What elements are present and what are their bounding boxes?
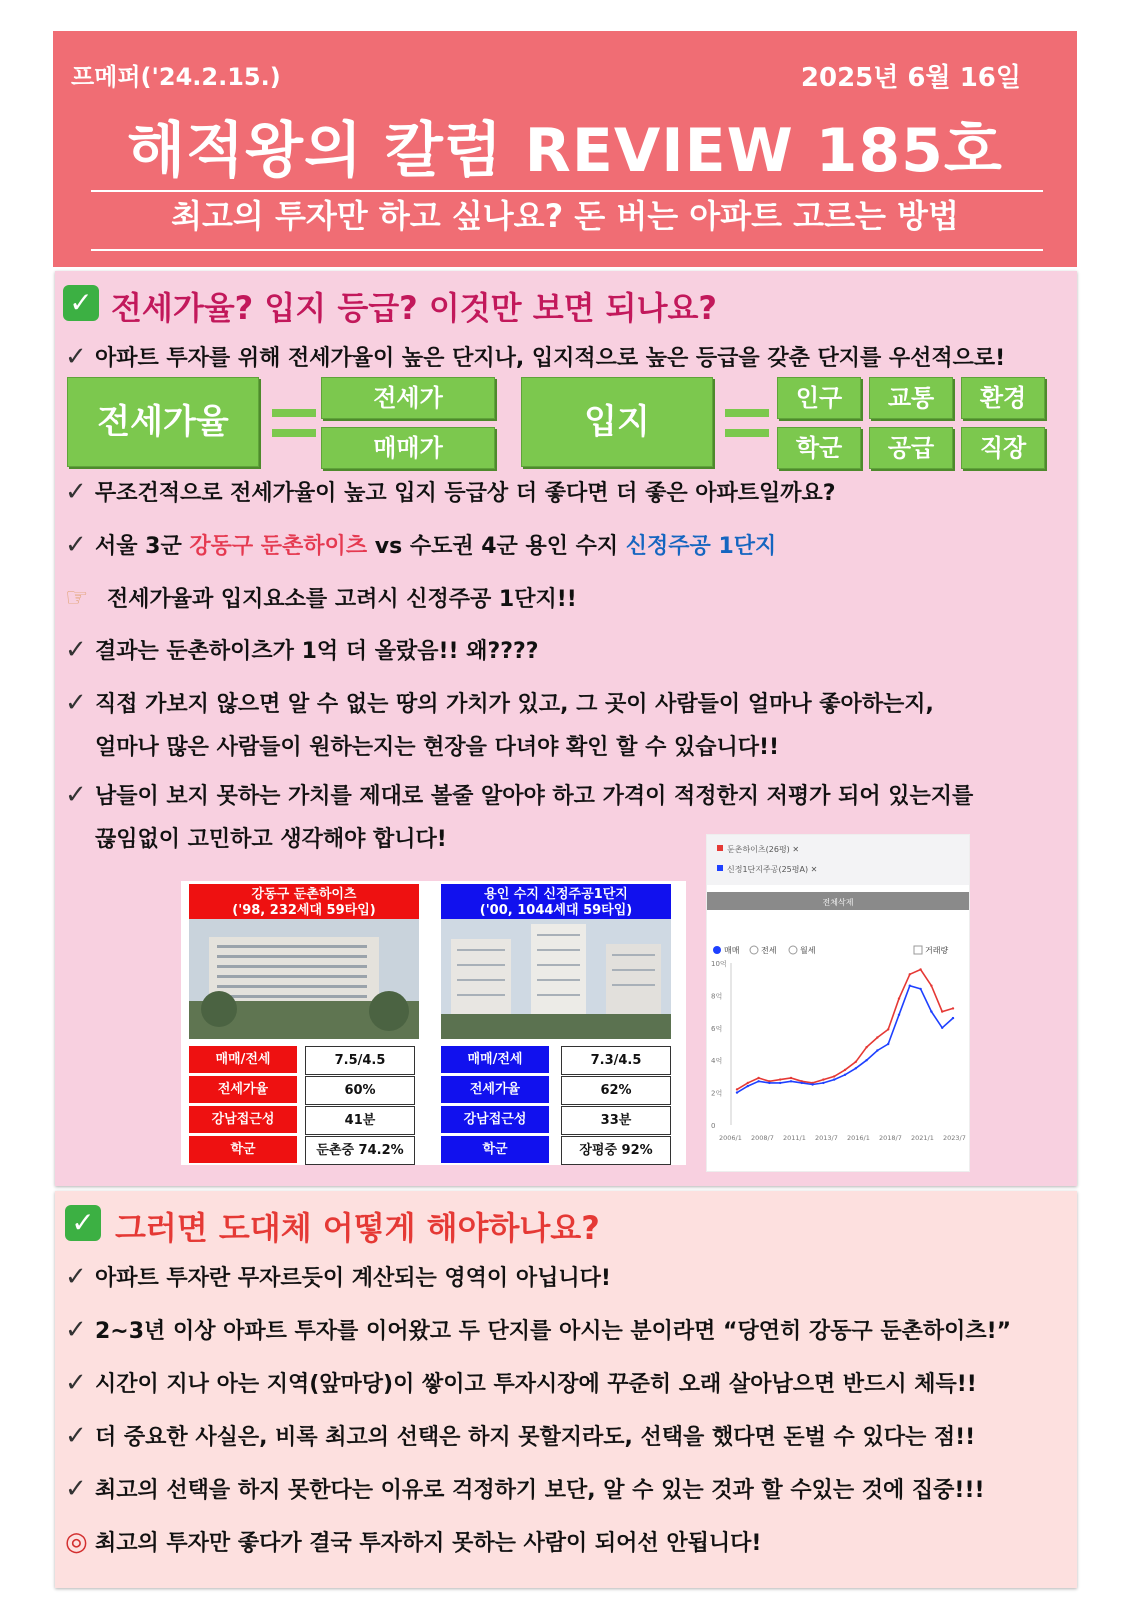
card-a-value: 7.5/4.5 bbox=[305, 1046, 415, 1075]
data-point bbox=[898, 1014, 900, 1016]
equals-sign-icon bbox=[272, 409, 316, 417]
data-point bbox=[952, 1017, 954, 1019]
card-a-banner bbox=[189, 884, 419, 919]
card-b-subtitle: ('00, 1044세대 59타입) bbox=[479, 903, 633, 918]
section-2-line-5: ✓ 최고의 선택을 하지 못한다는 이유로 걱정하기 보단, 알 수 있는 것과 할 수있는 것에 집중!!! bbox=[65, 1474, 985, 1504]
page-title: 해적왕의 칼럼 REVIEW 185호 bbox=[127, 116, 1003, 186]
formula-jeonse-ratio: 전세가율 bbox=[67, 377, 259, 467]
card-a-title: 강동구 둔촌하이츠 bbox=[251, 887, 357, 902]
factor-environment: 환경 bbox=[961, 377, 1045, 419]
data-point bbox=[887, 1043, 889, 1045]
header-date: 2025년 6월 16일 bbox=[800, 63, 1021, 93]
section-2-line-3: ✓ 시간이 지나 아는 지역(앞마당)이 쌓이고 투자시장에 꾸준히 오래 살아남으면 반드시 체득!! bbox=[65, 1368, 977, 1398]
complex-b-name: 신정주공 1단지 bbox=[625, 534, 777, 559]
legend-item-b: 신정1단지주공(25평A) ✕ bbox=[727, 865, 818, 874]
data-point bbox=[811, 1083, 813, 1085]
section-2-line-4: ✓ 더 중요한 사실은, 비록 최고의 선택은 하지 못할지라도, 선택을 했다면 돈벌 수 있다는 점!! bbox=[65, 1421, 976, 1451]
card-a-label: 매매/전세 bbox=[189, 1046, 297, 1073]
data-point bbox=[757, 1080, 759, 1082]
card-b-value: 7.3/4.5 bbox=[561, 1046, 671, 1075]
equals-sign-icon bbox=[725, 429, 769, 437]
radio-sale-label: 매매 bbox=[724, 946, 740, 955]
formula-denominator: 매매가 bbox=[321, 427, 495, 469]
section-2-line-2: ✓ 2~3년 이상 아파트 투자를 이어왔고 두 단지를 아시는 분이라면 “당연히 강동구 둔촌하이츠!” bbox=[65, 1315, 1012, 1345]
formula-numerator: 전세가 bbox=[321, 377, 495, 419]
data-point bbox=[919, 968, 921, 970]
card-a-label: 학군 bbox=[189, 1136, 297, 1163]
y-tick-label: 6억 bbox=[711, 1024, 723, 1033]
header-author: 프메퍼('24.2.15.) bbox=[71, 63, 281, 91]
card-b-label: 매매/전세 bbox=[441, 1046, 549, 1073]
factor-jobs: 직장 bbox=[961, 427, 1045, 469]
x-tick-label: 2023/7 bbox=[943, 1134, 966, 1142]
tick-icon: ✓ bbox=[65, 688, 87, 718]
equals-sign-icon bbox=[725, 409, 769, 417]
data-point bbox=[855, 1061, 857, 1063]
tick-icon: ✓ bbox=[65, 530, 87, 560]
factor-transport: 교통 bbox=[869, 377, 953, 419]
section-2-line-1: ✓ 아파트 투자란 무자르듯이 계산되는 영역이 아닙니다! bbox=[65, 1262, 611, 1292]
legend-swatch-b bbox=[717, 865, 723, 871]
radio-sale[interactable] bbox=[713, 946, 721, 954]
data-point bbox=[865, 1059, 867, 1061]
card-a-label: 강남접근성 bbox=[189, 1106, 297, 1133]
pointer-line: ☞ 전세가율과 입지요소를 고려시 신정주공 1단지!! bbox=[65, 583, 577, 613]
tick-icon: ✓ bbox=[65, 1474, 87, 1504]
price-chart-panel bbox=[706, 834, 970, 1172]
page-subtitle: 최고의 투자만 하고 싶나요? 돈 버는 아파트 고르는 방법 bbox=[171, 197, 959, 235]
complex-a-name: 강동구 둔촌하이츠 bbox=[189, 534, 368, 559]
y-tick-label: 2억 bbox=[711, 1089, 723, 1098]
data-point bbox=[844, 1069, 846, 1071]
factor-supply: 공급 bbox=[869, 427, 953, 469]
section-1-intro: ✓ 아파트 투자를 위해 전세가율이 높은 단지나, 입지적으로 높은 등급을 갖춘 단지를 우선적으로! bbox=[65, 342, 1006, 372]
tick-icon: ✓ bbox=[65, 477, 87, 507]
radio-jeonse-label: 전세 bbox=[761, 946, 777, 955]
tick-icon: ✓ bbox=[65, 1262, 87, 1292]
card-b-value: 33분 bbox=[561, 1106, 671, 1135]
data-point bbox=[930, 1010, 932, 1012]
data-point bbox=[747, 1085, 749, 1087]
card-b-label: 전세가율 bbox=[441, 1076, 549, 1103]
check-mark-icon: ✓ bbox=[65, 1205, 101, 1241]
tick-icon: ✓ bbox=[65, 780, 87, 810]
paragraph-2b: 끊임없이 고민하고 생각해야 합니다! bbox=[95, 827, 447, 852]
building-b-photo bbox=[441, 919, 671, 1039]
data-point bbox=[952, 1007, 954, 1009]
y-tick-label: 8억 bbox=[711, 992, 723, 1001]
paragraph-1b: 얼마나 많은 사람들이 원하는지는 현장을 다녀야 확인 할 수 있습니다!! bbox=[95, 735, 780, 760]
header-divider-bottom bbox=[91, 249, 1043, 251]
building-a-photo bbox=[189, 919, 419, 1039]
data-point bbox=[909, 973, 911, 975]
data-point bbox=[941, 1027, 943, 1029]
data-point bbox=[747, 1082, 749, 1084]
legend-item-a: 둔촌하이츠(26평) ✕ bbox=[727, 845, 800, 854]
card-b-banner bbox=[441, 884, 671, 919]
radio-monthly-label: 월세 bbox=[800, 946, 816, 955]
data-point bbox=[790, 1077, 792, 1079]
formula-location: 입지 bbox=[521, 377, 713, 467]
tick-icon: ✓ bbox=[65, 635, 87, 665]
pointing-hand-icon: ☞ bbox=[65, 583, 89, 613]
data-point bbox=[876, 1036, 878, 1038]
comparison-photo-panel bbox=[181, 881, 686, 1165]
volume-checkbox[interactable] bbox=[914, 946, 922, 954]
card-a-value: 60% bbox=[305, 1076, 415, 1105]
x-tick-label: 2016/1 bbox=[847, 1134, 870, 1142]
data-point bbox=[736, 1091, 738, 1093]
legend-background bbox=[707, 835, 969, 885]
card-a-value: 41분 bbox=[305, 1106, 415, 1135]
x-tick-label: 2008/7 bbox=[751, 1134, 774, 1142]
x-tick-label: 2006/1 bbox=[719, 1134, 742, 1142]
paragraph-2a: ✓ 남들이 보지 못하는 가치를 제대로 볼줄 알아야 하고 가격이 적정한지 저평가 되어 있는지를 bbox=[65, 780, 974, 810]
x-tick-label: 2018/7 bbox=[879, 1134, 902, 1142]
data-point bbox=[876, 1049, 878, 1051]
series-line-sinjeong bbox=[737, 986, 953, 1093]
card-a-label: 전세가율 bbox=[189, 1076, 297, 1103]
price-chart bbox=[707, 835, 969, 1171]
paragraph-1a: ✓ 직접 가보지 않으면 알 수 없는 땅의 가치가 있고, 그 곳이 사람들이 얼마나 좋아하는지, bbox=[65, 688, 934, 718]
header-banner bbox=[53, 31, 1077, 267]
data-point bbox=[790, 1080, 792, 1082]
data-point bbox=[822, 1082, 824, 1084]
y-tick-label: 4억 bbox=[711, 1057, 723, 1066]
data-point bbox=[779, 1082, 781, 1084]
volume-checkbox-label: 거래량 bbox=[925, 946, 949, 955]
data-point bbox=[898, 997, 900, 999]
y-tick-label: 0 bbox=[711, 1122, 716, 1130]
data-point bbox=[855, 1067, 857, 1069]
data-point bbox=[768, 1082, 770, 1084]
delete-all-label: 전체삭제 bbox=[822, 898, 854, 907]
target-icon: ◎ bbox=[65, 1527, 88, 1557]
card-a-subtitle: ('98, 232세대 59타입) bbox=[232, 903, 376, 918]
tick-icon: ✓ bbox=[65, 1368, 87, 1398]
data-point bbox=[736, 1088, 738, 1090]
data-point bbox=[909, 985, 911, 987]
comparison-line: ✓ 서울 3군 강동구 둔촌하이츠 vs 수도권 4군 용인 수지 신정주공 1단지 bbox=[65, 530, 777, 560]
data-point bbox=[833, 1075, 835, 1077]
section-2-final-line: ◎ 최고의 투자만 좋다가 결국 투자하지 못하는 사람이 되어선 안됩니다! bbox=[65, 1527, 762, 1557]
tick-icon: ✓ bbox=[65, 1421, 87, 1451]
data-point bbox=[941, 1010, 943, 1012]
data-point bbox=[844, 1074, 846, 1076]
tick-icon: ✓ bbox=[65, 342, 87, 372]
equals-sign-icon bbox=[272, 429, 316, 437]
x-tick-label: 2021/1 bbox=[911, 1134, 934, 1142]
tick-icon: ✓ bbox=[65, 1315, 87, 1345]
x-tick-label: 2013/7 bbox=[815, 1134, 838, 1142]
data-point bbox=[801, 1082, 803, 1084]
radio-jeonse[interactable] bbox=[750, 946, 758, 954]
result-line: ✓ 결과는 둔촌하이츠가 1억 더 올랐음!! 왜???? bbox=[65, 635, 539, 665]
data-point bbox=[779, 1078, 781, 1080]
factor-school: 학군 bbox=[777, 427, 861, 469]
card-b-label: 강남접근성 bbox=[441, 1106, 549, 1133]
legend-swatch-a bbox=[717, 845, 723, 851]
card-b-value: 장평중 92% bbox=[561, 1136, 671, 1165]
card-a-value: 둔촌중 74.2% bbox=[305, 1136, 415, 1165]
data-point bbox=[887, 1028, 889, 1030]
series-line-dunchon bbox=[737, 970, 953, 1090]
question-line: ✓ 무조건적으로 전세가율이 높고 입지 등급상 더 좋다면 더 좋은 아파트일까요? bbox=[65, 477, 836, 507]
factor-population: 인구 bbox=[777, 377, 861, 419]
card-b-value: 62% bbox=[561, 1076, 671, 1105]
check-mark-icon: ✓ bbox=[63, 285, 99, 321]
data-point bbox=[930, 985, 932, 987]
section-2 bbox=[55, 1191, 1077, 1588]
card-b-label: 학군 bbox=[441, 1136, 549, 1163]
y-tick-label: 10억 bbox=[711, 960, 727, 968]
data-point bbox=[822, 1078, 824, 1080]
data-point bbox=[757, 1077, 759, 1079]
data-point bbox=[833, 1078, 835, 1080]
card-b-title: 용인 수지 신정주공1단지 bbox=[484, 887, 628, 902]
section-1-title: 전세가율? 입지 등급? 이것만 보면 되나요? bbox=[111, 289, 717, 327]
section-2-title: 그러면 도대체 어떻게 해야하나요? bbox=[115, 1209, 600, 1247]
data-point bbox=[865, 1046, 867, 1048]
radio-monthly[interactable] bbox=[789, 946, 797, 954]
data-point bbox=[919, 988, 921, 990]
x-tick-label: 2011/1 bbox=[783, 1134, 806, 1142]
